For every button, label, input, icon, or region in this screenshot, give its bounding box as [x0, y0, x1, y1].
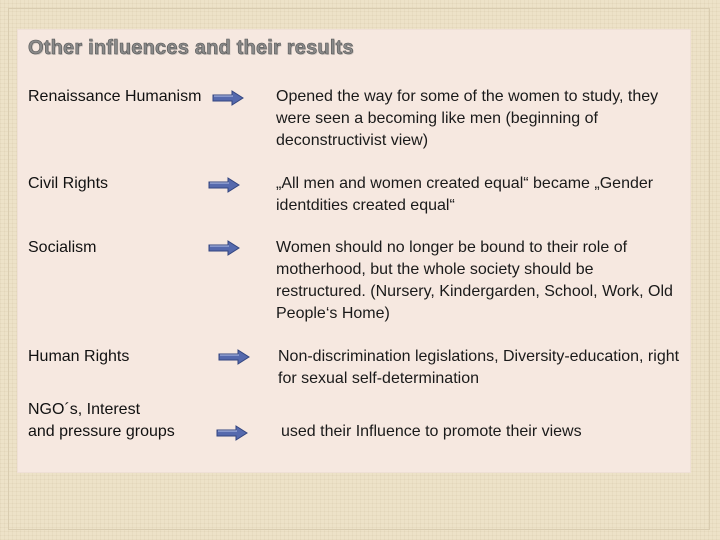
row-label: Human Rights	[28, 348, 130, 365]
row-label: Socialism	[28, 239, 97, 256]
right-arrow-icon	[218, 349, 250, 365]
slide-title: Other influences and their results	[28, 37, 354, 59]
right-arrow-icon	[208, 177, 240, 193]
right-arrow-icon	[216, 425, 248, 441]
row-label-line2: and pressure groups	[28, 423, 175, 440]
row-description: Opened the way for some of the women to study, they were seen a becoming like men (beginning of deconstructivist view)	[276, 88, 659, 149]
right-arrow-icon	[208, 240, 240, 256]
row-label-line1: NGO´s, Interest	[28, 401, 141, 418]
row-label: Civil Rights	[28, 175, 109, 192]
right-arrow-icon	[212, 90, 244, 106]
row-description: Non-discrimination legislations, Diversity-education, right for sexual self-determination	[278, 348, 680, 387]
row-label: Renaissance Humanism	[28, 88, 202, 105]
row-description: used their Influence to promote their views	[281, 423, 582, 440]
row-description: Women should no longer be bound to their role of motherhood, but the whole society should be restructured. (Nursery, Kindergarden, School, Work, Old People‘s Home)	[276, 239, 673, 322]
row-description: „All men and women created equal“ became „Gender identdities created equal“	[276, 175, 654, 214]
